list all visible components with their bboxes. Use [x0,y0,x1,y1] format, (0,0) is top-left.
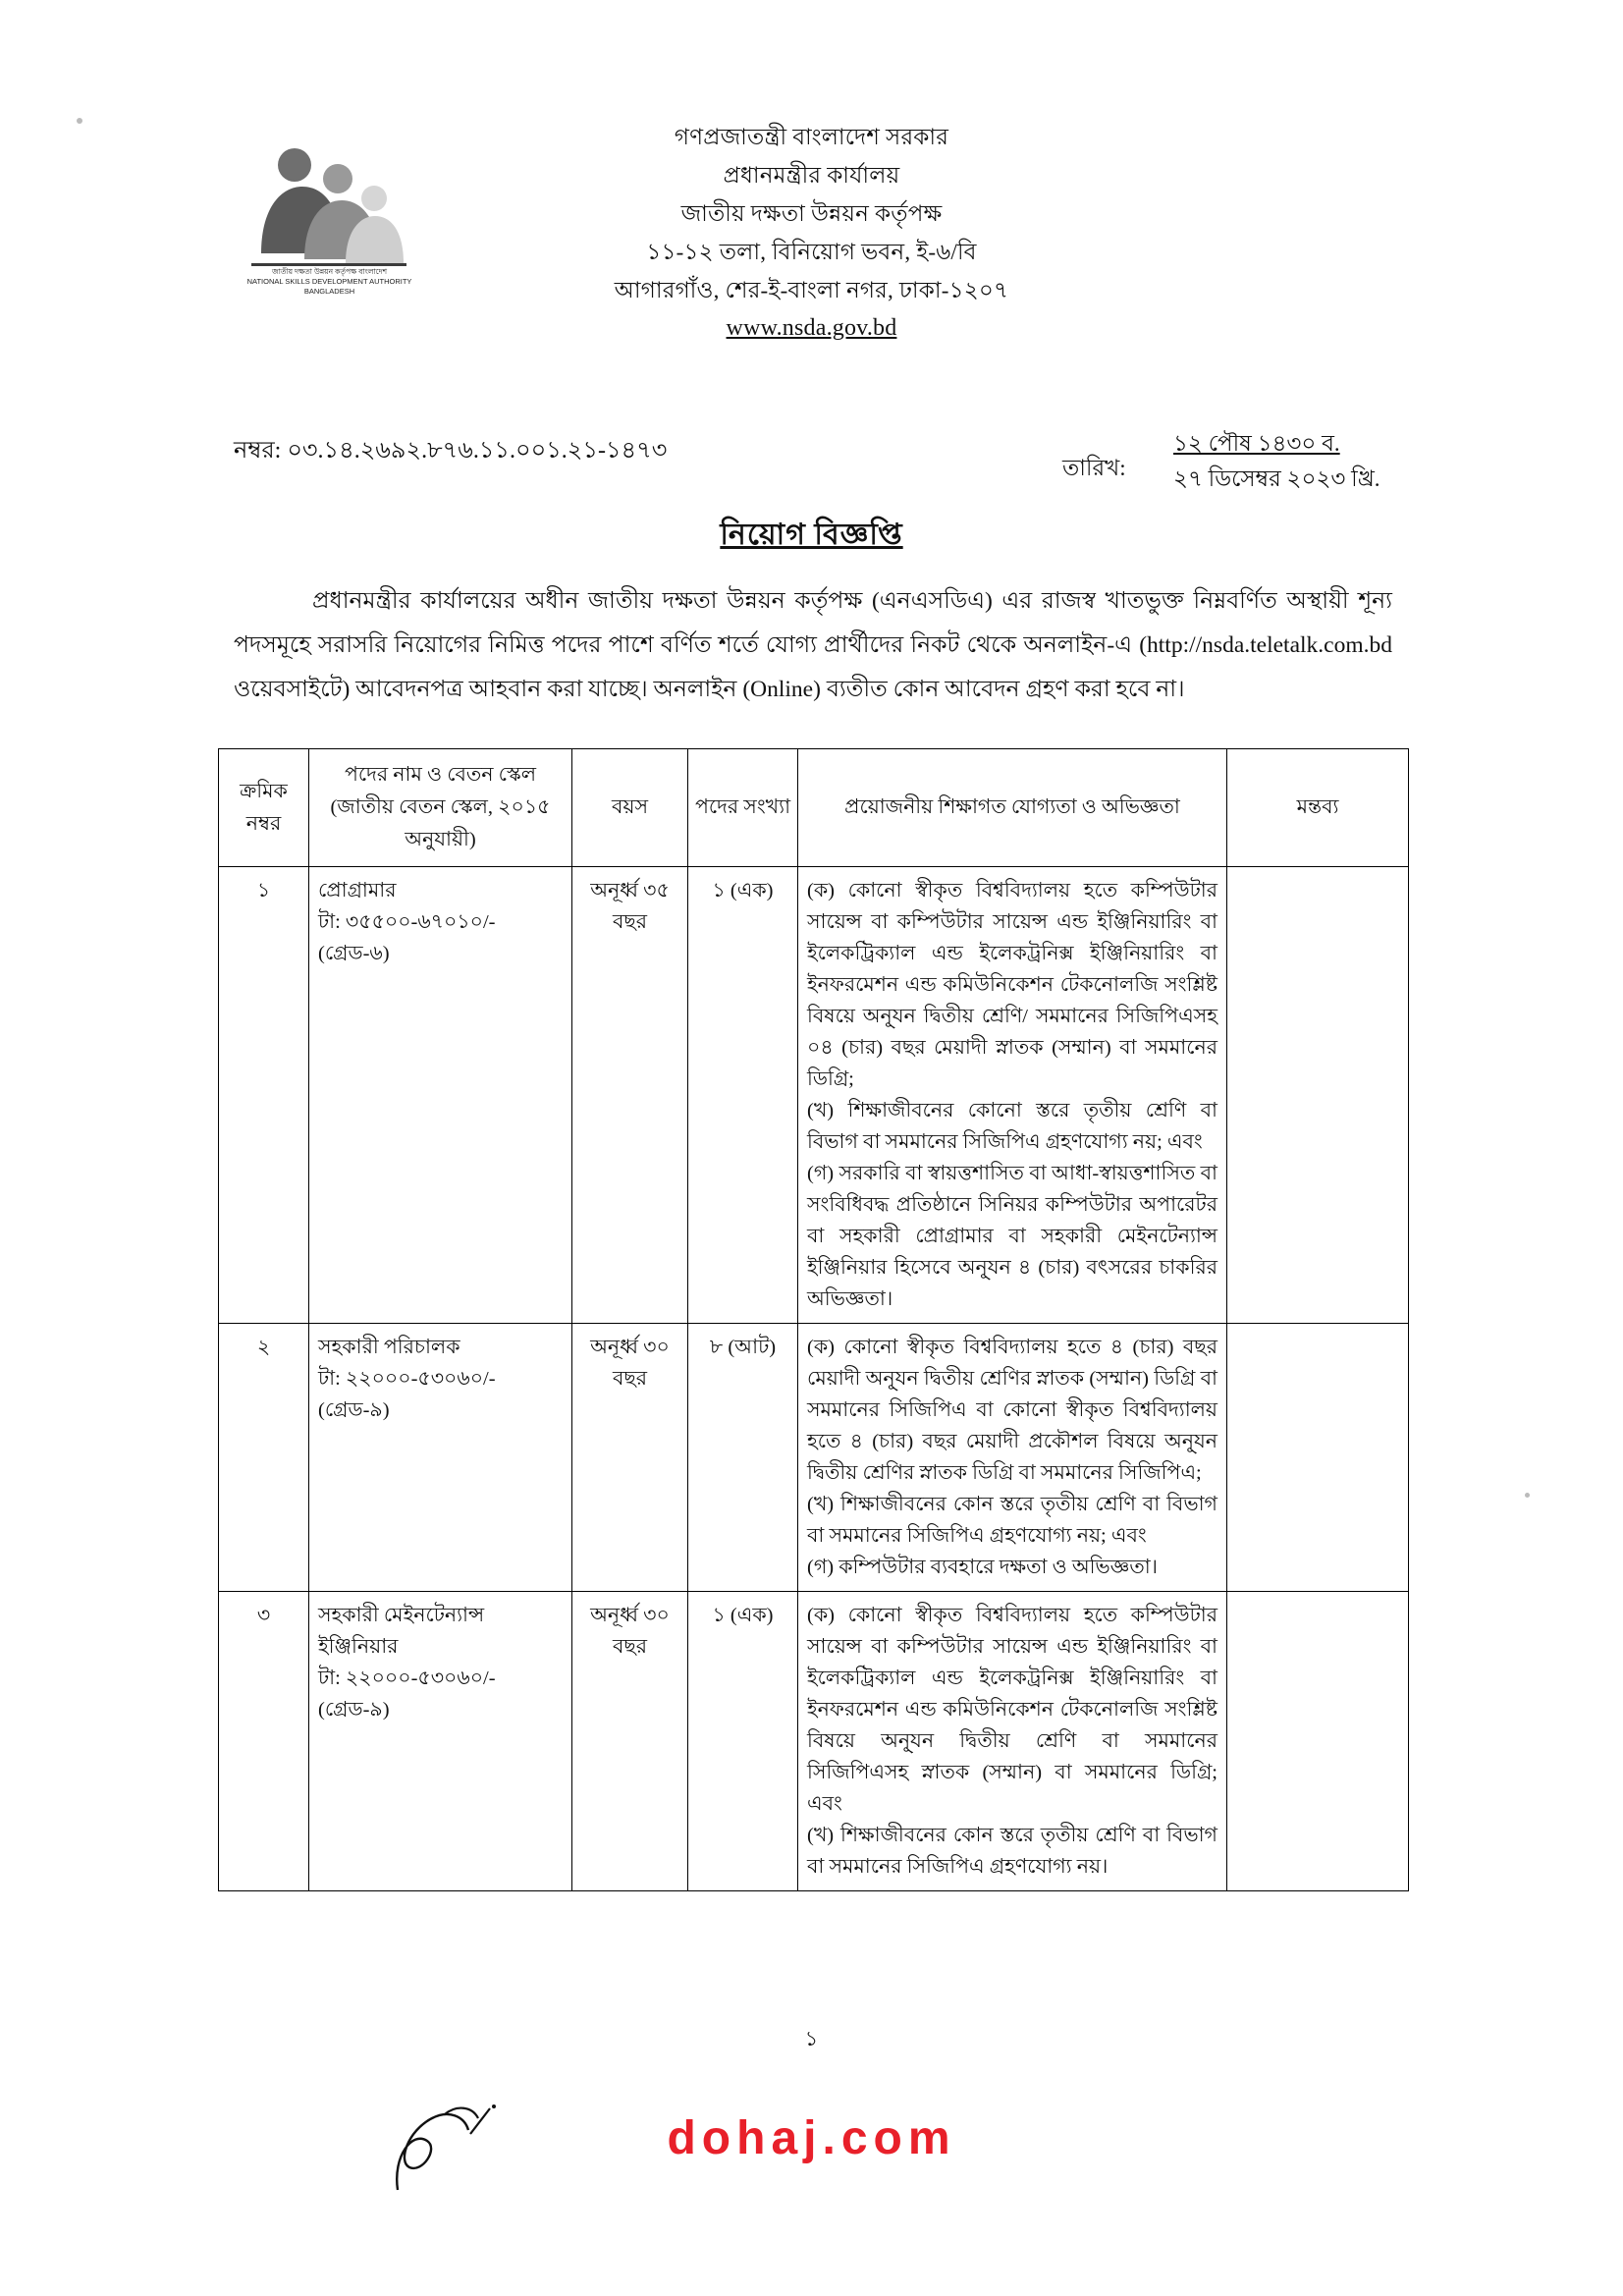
cell-serial: ১ [219,867,309,1324]
post-name: প্রোগ্রামার [318,880,397,902]
col-remarks: মন্তব্য [1227,749,1409,867]
post-grade: (গ্রেড-৬) [318,943,390,964]
col-age: বয়স [572,749,688,867]
cell-post [309,867,572,1324]
col-vacancies: পদের সংখ্যা [688,749,798,867]
cell-remarks [1227,1592,1409,1891]
post-name: সহকারী পরিচালক [318,1337,460,1358]
cell-post [309,1592,572,1891]
table-row [219,1592,1409,1891]
post-grade: (গ্রেড-৯) [318,1399,390,1421]
header-line-2: প্রধানমন্ত্রীর কার্যালয় [723,163,900,188]
post-name: সহকারী মেইনটেন্যান্স ইঞ্জিনিয়ার [318,1605,485,1658]
header-line-3: জাতীয় দক্ষতা উন্নয়ন কর্তৃপক্ষ [680,201,943,226]
cell-vacancies: ৮ (আট) [688,1324,798,1592]
intro-text: প্রধানমন্ত্রীর কার্যালয়ের অধীন জাতীয় দক্ষতা উন্নয়ন কর্তৃপক্ষ (এনএসডিএ) এর রাজস্ব খাতভুক্ত নিম্নবর্ণিত অস্থায়ী শূন্য পদসমূহে সরাসরি নিয়োগের নিমিত্ত পদের পাশে বর্ণিত শর্তে যোগ্য প্রার্থীদের নিকট থেকে অনলাইন-এ (http://nsda.teletalk.com.bd ওয়েবসাইটে) আবেদনপত্র আহবান করা যাচ্ছে। অনলাইন (Online) ব্যতীত কোন আবেদন গ্রহণ করা হবে না। [234,588,1392,702]
speck-artifact [1525,1493,1530,1498]
cell-age: অনূর্ধ্ব ৩০ বছর [572,1592,688,1891]
post-scale: টা: ৩৫৫০০-৬৭০১০/- [318,911,496,933]
logo-caption-en: NATIONAL SKILLS DEVELOPMENT AUTHORITY BANGLADESH [246,277,412,296]
post-scale: টা: ২২০০০-৫৩০৬০/- [318,1667,496,1689]
cell-vacancies: ১ (এক) [688,867,798,1324]
table-header-row [219,749,1409,867]
cell-qualification: (ক) কোনো স্বীকৃত বিশ্ববিদ্যালয় হতে ৪ (চার) বছর মেয়াদী অনূ্যন দ্বিতীয় শ্রেণির স্নাতক (সম্মান) ডিগ্রি বা সমমানের সিজিপিএ বা কোনো স্বীকৃত বিশ্ববিদ্যালয় হতে ৪ (চার) বছর মেয়াদী প্রকৌশল বিষয়ে অনূ্যন দ্বিতীয় শ্রেণির স্নাতক ডিগ্রি বা সমমানের সিজিপিএ; (খ) শিক্ষাজীবনের কোন স্তরে তৃতীয় শ্রেণি বা বিভাগ বা সমমানের সিজিপিএ গ্রহণযোগ্য নয়; এবং (গ) কম্পিউটার ব্যবহারে দক্ষতা ও অভিজ্ঞতা। [798,1324,1227,1592]
cell-serial: ৩ [219,1592,309,1891]
header-line-5: আগারগাঁও, শের-ই-বাংলা নগর, ঢাকা-১২০৭ [614,278,1009,302]
col-qualification: প্রয়োজনীয় শিক্ষাগত যোগ্যতা ও অভিজ্ঞতা [798,749,1227,867]
website-link[interactable]: www.nsda.gov.bd [726,315,897,341]
date-english: ২৭ ডিসেম্বর ২০২৩ খ্রি. [1173,466,1380,491]
post-grade: (গ্রেড-৯) [318,1699,390,1721]
cell-age: অনূর্ধ্ব ৩৫ বছর [572,867,688,1324]
date-values [1173,426,1380,497]
cell-vacancies: ১ (এক) [688,1592,798,1891]
page-title: নিয়োগ বিজ্ঞপ্তি [720,519,903,551]
cell-qualification: (ক) কোনো স্বীকৃত বিশ্ববিদ্যালয় হতে কম্পিউটার সায়েন্স বা কম্পিউটার সায়েন্স এন্ড ইঞ্জিনিয়ারিং বা ইলেকট্রিক্যাল এন্ড ইলেকট্রনিক্স ইঞ্জিনিয়ারিং বা ইনফরমেশন এন্ড কমিউনিকেশন টেকনোলজি সংশ্লিষ্ট বিষয়ে অনূ্যন দ্বিতীয় শ্রেণি/ সমমানের সিজিপিএসহ ০৪ (চার) বছর মেয়াদী স্নাতক (সম্মান) বা সমমানের ডিগ্রি; (খ) শিক্ষাজীবনের কোনো স্তরে তৃতীয় শ্রেণি বা বিভাগ বা সমমানের সিজিপিএ গ্রহণযোগ্য নয়; এবং (গ) সরকারি বা স্বায়ত্তশাসিত বা আধা-স্বায়ত্তশাসিত বা সংবিধিবদ্ধ প্রতিষ্ঠানে সিনিয়র কম্পিউটার অপারেটর বা সহকারী প্রোগ্রামার বা সহকারী মেইনটেন্যান্স ইঞ্জিনিয়ার হিসেবে অনূ্যন ৪ (চার) বৎসরের চাকরির অভিজ্ঞতা। [798,867,1227,1324]
logo-caption-bn: জাতীয় দক্ষতা উন্নয়ন কর্তৃপক্ষ বাংলাদেশ [271,267,388,276]
col-serial: ক্রমিক নম্বর [219,749,309,867]
cell-serial: ২ [219,1324,309,1592]
page-number: ১ [804,2027,819,2050]
cell-qualification: (ক) কোনো স্বীকৃত বিশ্ববিদ্যালয় হতে কম্পিউটার সায়েন্স বা কম্পিউটার সায়েন্স এন্ড ইঞ্জিনিয়ারিং বা ইলেকট্রিক্যাল এন্ড ইলেকট্রনিক্স ইঞ্জিনিয়ারিং বা ইনফরমেশন এন্ড কমিউনিকেশন টেকনোলজি সংশ্লিষ্ট বিষয়ে অনূ্যন দ্বিতীয় শ্রেণি বা সমমানের সিজিপিএসহ স্নাতক (সম্মান) বা সমমানের ডিগ্রি; এবং (খ) শিক্ষাজীবনের কোন স্তরে তৃতীয় শ্রেণি বা বিভাগ বা সমমানের সিজিপিএ গ্রহণযোগ্য নয়। [798,1592,1227,1891]
date-bangla: ১২ পৌষ ১৪৩০ ব. [1173,431,1340,456]
cell-remarks [1227,867,1409,1324]
intro-paragraph [234,579,1392,712]
post-scale: টা: ২২০০০-৫৩০৬০/- [318,1368,496,1390]
memo-number: নম্বর: ০৩.১৪.২৬৯২.৮৭৬.১১.০০১.২১-১৪৭৩ [234,438,668,464]
header-line-1: গণপ্রজাতন্ত্রী বাংলাদেশ সরকার [674,125,949,149]
vacancy-table-wrapper [218,748,1408,1891]
watermark: dohaj.com [667,2112,956,2164]
table-row [219,1324,1409,1592]
col-post-and-scale: পদের নাম ও বেতন স্কেল (জাতীয় বেতন স্কেল, ২০১৫ অনুযায়ী) [309,749,572,867]
cell-age: অনূর্ধ্ব ৩০ বছর [572,1324,688,1592]
cell-post [309,1324,572,1592]
document-header [0,118,1623,348]
header-line-4: ১১-১২ তলা, বিনিয়োগ ভবন, ই-৬/বি [646,240,977,264]
vacancy-table [218,748,1409,1891]
date-label: তারিখ: [1062,456,1126,480]
table-row [219,867,1409,1324]
cell-remarks [1227,1324,1409,1592]
